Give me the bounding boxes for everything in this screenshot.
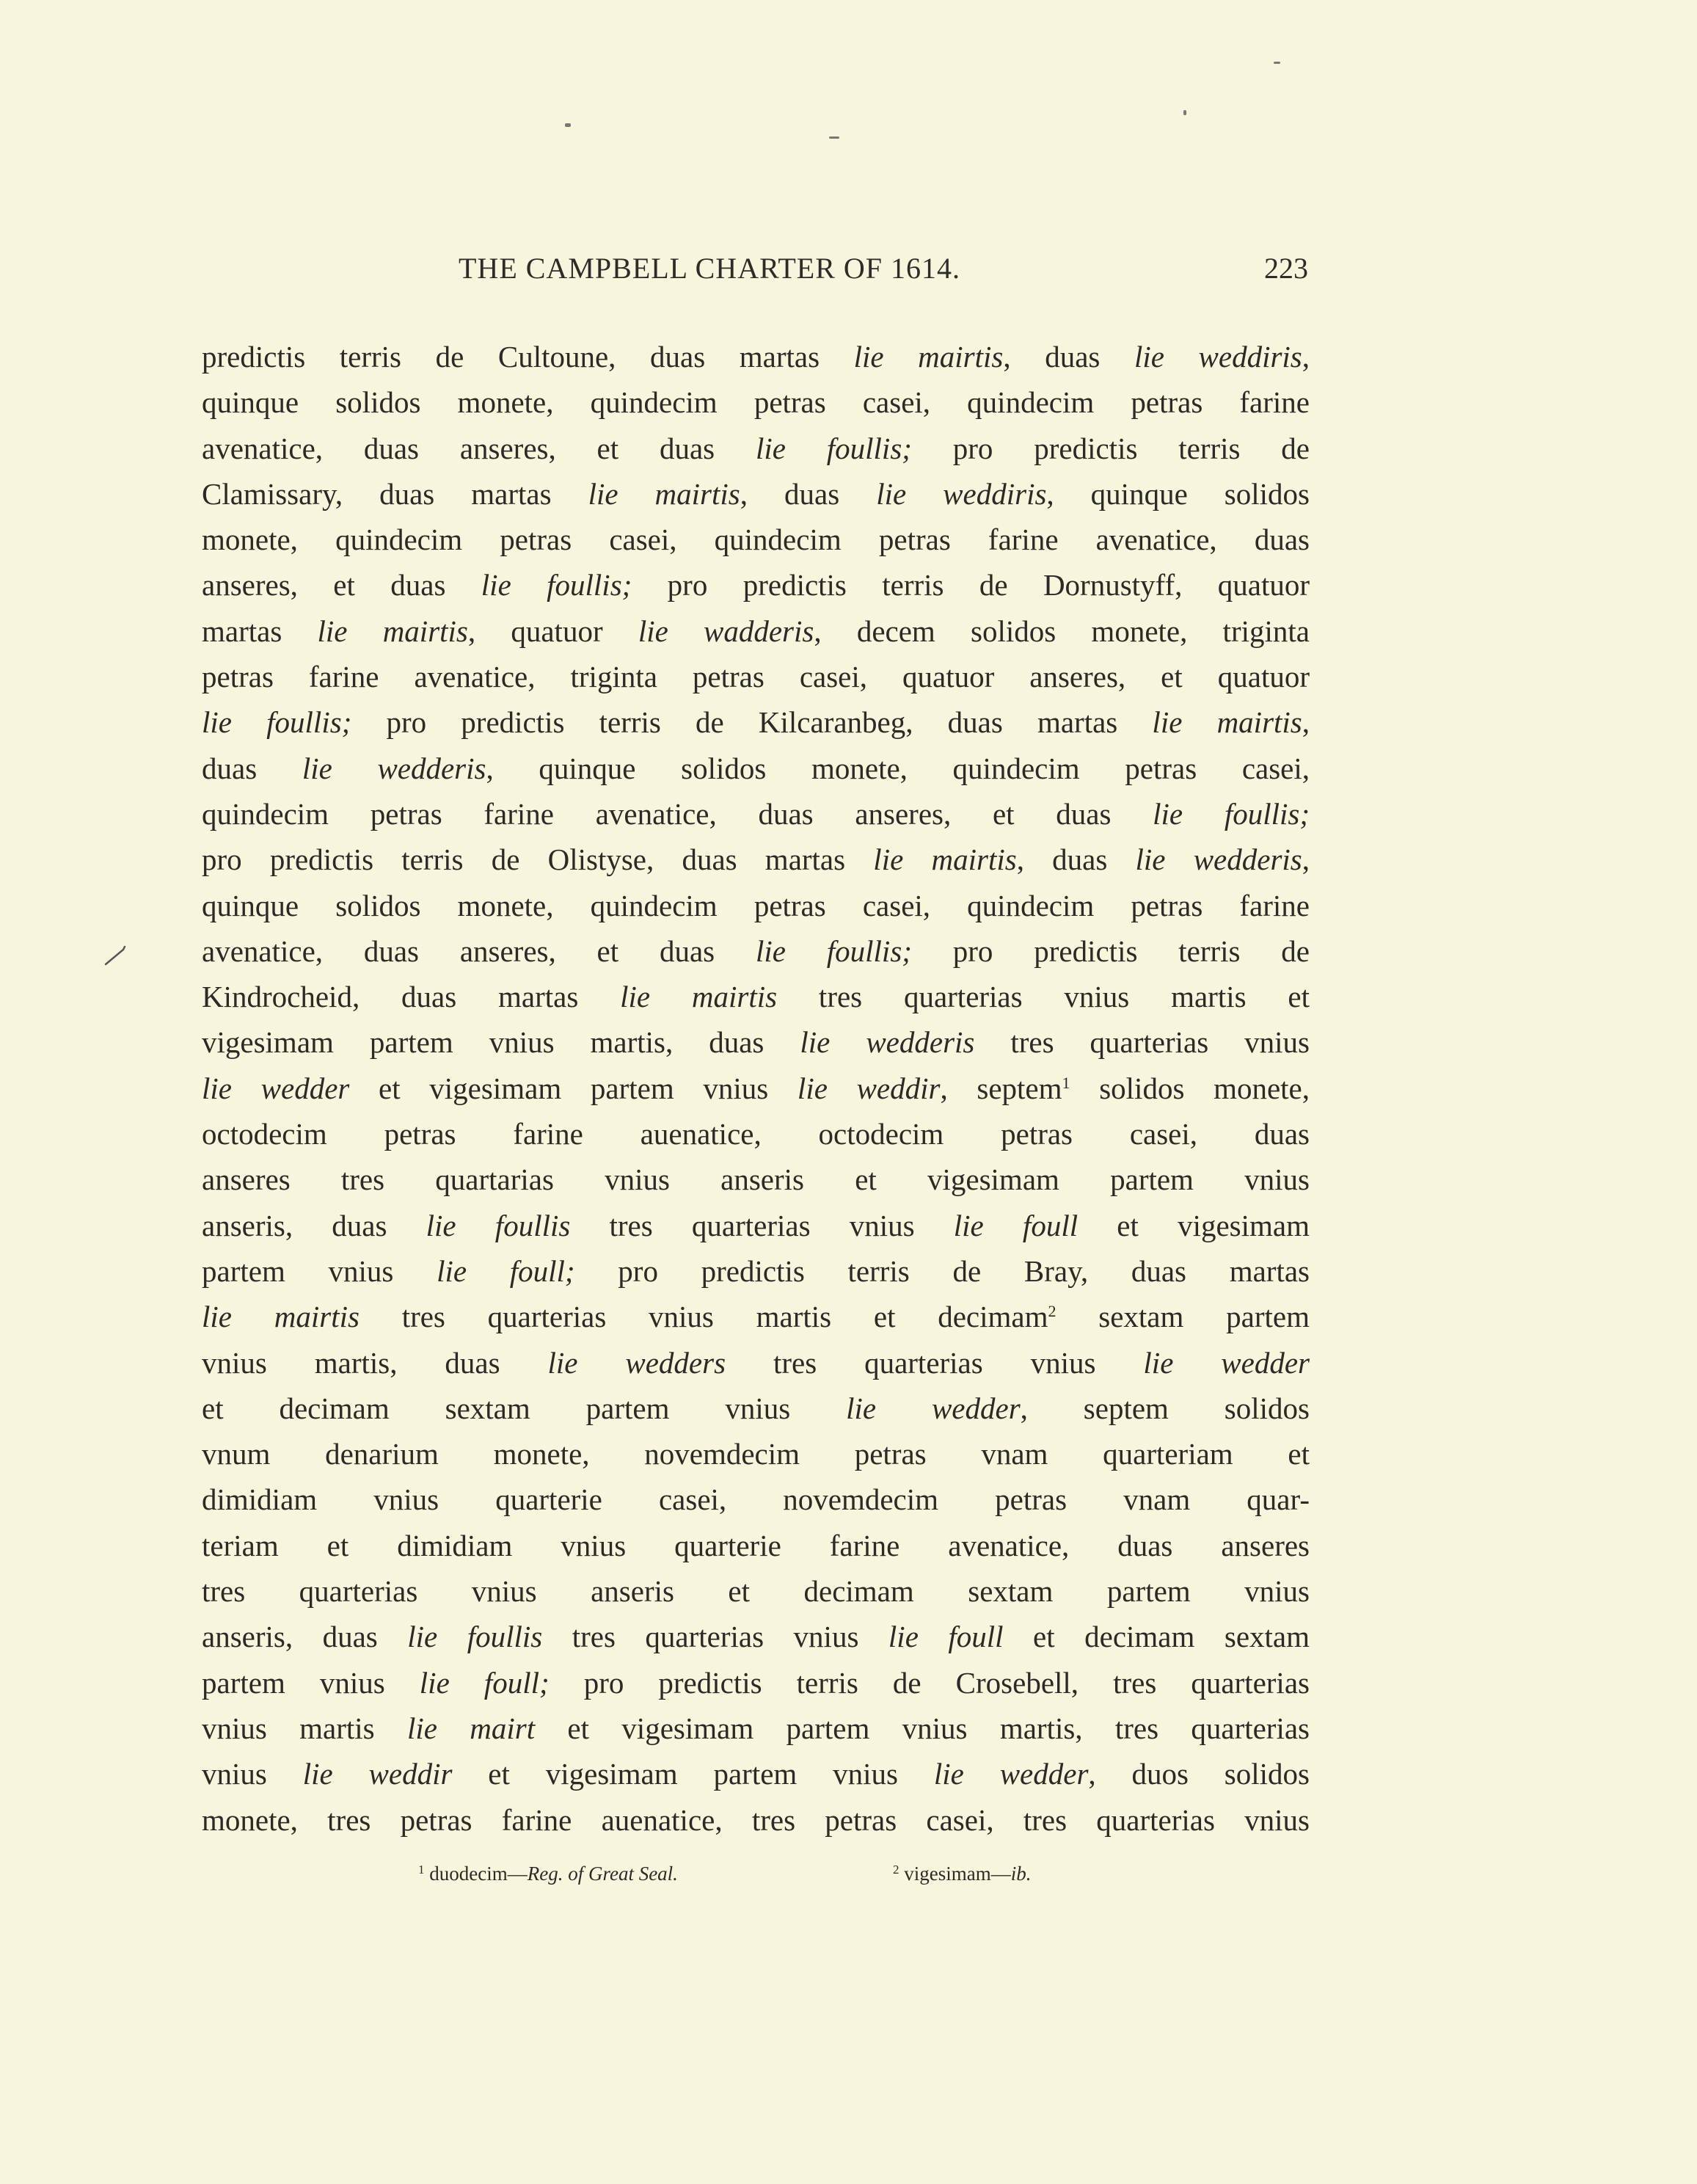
text-run: ,: [1302, 340, 1310, 374]
text-line: [202, 1203, 1310, 1248]
italic-term: lie foullis;: [481, 568, 632, 603]
text-run: pro predictis terris de Kilcaranbeg, duas martas: [351, 705, 1153, 740]
text-run: , quinque solidos: [1046, 476, 1310, 511]
text-line: [202, 426, 1310, 471]
text-run: tres quarterias vnius martis et: [777, 980, 1310, 1014]
text-run: tres quarterias vnius: [974, 1025, 1310, 1060]
text-line: [202, 791, 1310, 837]
text-line: [202, 1340, 1310, 1386]
text-line: [202, 562, 1310, 608]
text-run: tres quarterias vnius martis et decimam: [359, 1300, 1048, 1334]
paper-speck: [1183, 110, 1186, 115]
text-run: vigesimam partem vnius martis, duas: [202, 1025, 800, 1060]
text-run: duas: [202, 751, 302, 785]
text-run: anseres tres quartarias vnius anseris et vigesimam partem vnius: [202, 1162, 1310, 1197]
italic-term: lie mairtis: [588, 476, 740, 511]
text-line: [202, 1614, 1310, 1659]
footnote-mark: 2: [893, 1863, 899, 1877]
text-line: [202, 1660, 1310, 1706]
text-run: vnius martis: [202, 1711, 407, 1745]
body-text: [202, 334, 1310, 1843]
text-run: pro predictis terris de Dornustyff, quatuor: [632, 568, 1310, 603]
text-run: , decem solidos monete, triginta: [814, 614, 1310, 648]
text-run: , quatuor: [467, 614, 638, 648]
text-run: , duas: [1016, 842, 1136, 877]
text-line: [202, 608, 1310, 654]
italic-term: lie foullis;: [1153, 796, 1310, 831]
text-line: [202, 334, 1310, 379]
text-run: et decimam sextam partem vnius: [202, 1391, 847, 1425]
italic-term: lie weddir: [302, 1757, 453, 1791]
text-line: [202, 1157, 1310, 1202]
footnote-1: [418, 1863, 678, 1885]
text-line: [202, 654, 1310, 699]
italic-term: lie foull;: [419, 1665, 550, 1700]
text-run: predictis terris de Cultoune, duas martas: [202, 340, 854, 374]
text-line: [202, 1066, 1310, 1111]
text-run: anseres, et duas: [202, 568, 481, 603]
text-line: [202, 379, 1310, 425]
text-run: partem vnius: [202, 1253, 437, 1288]
text-run: tres quarterias vnius: [726, 1345, 1144, 1380]
text-run: tres quarterias vnius anseris et decimam sextam partem vnius: [202, 1574, 1310, 1609]
text-line: [202, 1797, 1310, 1843]
text-run: vnum denarium monete, novemdecim petras vnam quarteriam et: [202, 1437, 1310, 1471]
text-run: , duos solidos: [1088, 1757, 1310, 1791]
text-run: , quinque solidos monete, quindecim petras casei,: [486, 751, 1310, 785]
italic-term: lie mairtis: [317, 614, 468, 648]
text-line: [202, 517, 1310, 562]
text-line: [202, 1386, 1310, 1431]
italic-term: lie mairt: [406, 1711, 536, 1745]
text-line: [202, 928, 1310, 974]
footnote-reference: 1: [1062, 1073, 1070, 1092]
text-run: monete, quindecim petras casei, quindecim petras farine avenatice, duas: [202, 523, 1310, 557]
italic-term: lie wedder: [933, 1757, 1089, 1791]
footnote-source: Reg. of Great Seal.: [527, 1863, 678, 1885]
page-header: [202, 251, 1308, 295]
text-line: [202, 699, 1310, 745]
italic-term: lie wadderis: [638, 614, 814, 648]
italic-term: lie foull: [888, 1620, 1004, 1654]
running-title: THE CAMPBELL CHARTER OF 1614.: [459, 252, 961, 285]
text-line: [202, 471, 1310, 517]
italic-term: lie foullis: [407, 1620, 543, 1654]
text-run: tres quarterias vnius: [542, 1620, 888, 1654]
text-run: anseris, duas: [202, 1620, 408, 1654]
italic-term: lie mairtis: [873, 842, 1017, 877]
text-line: [202, 746, 1310, 791]
text-run: pro predictis terris de Olistyse, duas martas: [202, 842, 874, 877]
text-run: et vigesimam partem vnius martis, tres quarterias: [535, 1711, 1310, 1745]
text-line: [202, 1706, 1310, 1751]
italic-term: lie foull;: [437, 1253, 575, 1288]
text-line: [202, 1431, 1310, 1477]
italic-term: lie foull: [953, 1208, 1079, 1242]
text-run: vnius: [202, 1757, 303, 1791]
text-run: quinque solidos monete, quindecim petras casei, quindecim petras farine: [202, 385, 1310, 420]
footnote-text: vigesimam—: [899, 1863, 1011, 1885]
text-run: quinque solidos monete, quindecim petras casei, quindecim petras farine: [202, 888, 1310, 922]
italic-term: lie foullis: [426, 1208, 571, 1242]
italic-term: lie wedder: [202, 1071, 350, 1105]
text-run: , septem solidos: [1020, 1391, 1310, 1425]
text-run: et vigesimam partem vnius: [452, 1757, 934, 1791]
page-number: 223: [1264, 252, 1308, 285]
italic-term: lie weddir: [797, 1071, 941, 1105]
margin-pencil-mark: [103, 939, 139, 969]
italic-term: lie wedderis: [1135, 842, 1302, 877]
text-run: , duas: [740, 476, 877, 511]
paper-speck: [565, 123, 571, 127]
text-run: quindecim petras farine avenatice, duas anseres, et duas: [202, 796, 1153, 831]
text-run: vnius martis, duas: [202, 1345, 548, 1380]
italic-term: lie wedderis: [800, 1025, 975, 1060]
footnote-reference: 2: [1048, 1302, 1056, 1321]
text-line: [202, 1477, 1310, 1522]
text-run: Clamissary, duas martas: [202, 476, 588, 511]
text-run: ,: [1302, 705, 1310, 740]
text-line: [202, 1523, 1310, 1568]
paper-speck: [1274, 62, 1280, 64]
text-line: [202, 1111, 1310, 1157]
text-run: et decimam sextam: [1003, 1620, 1310, 1654]
text-run: martas: [202, 614, 318, 648]
text-run: avenatice, duas anseres, et duas: [202, 933, 756, 968]
text-run: pro predictis terris de: [911, 933, 1310, 968]
italic-term: lie wedders: [547, 1345, 726, 1380]
footnote-source: ib.: [1010, 1863, 1032, 1885]
italic-term: lie foullis;: [202, 705, 352, 740]
footnote-text: duodecim—: [424, 1863, 528, 1885]
italic-term: lie weddiris: [1134, 340, 1302, 374]
text-run: ,: [1302, 842, 1310, 877]
text-run: tres quarterias vnius: [570, 1208, 954, 1242]
footnote-2: [893, 1863, 1032, 1885]
text-run: pro predictis terris de: [911, 431, 1310, 465]
text-run: et vigesimam: [1078, 1208, 1310, 1242]
italic-term: lie mairtis: [1152, 705, 1302, 740]
italic-term: lie wedder: [846, 1391, 1021, 1425]
text-line: [202, 1751, 1310, 1797]
text-run: monete, tres petras farine auenatice, tres petras casei, tres quarterias vnius: [202, 1802, 1310, 1837]
text-run: , duas: [1003, 340, 1134, 374]
italic-term: lie wedderis: [302, 751, 486, 785]
text-run: teriam et dimidiam vnius quarterie farine avenatice, duas anseres: [202, 1528, 1310, 1562]
text-run: Kindrocheid, duas martas: [202, 980, 621, 1014]
text-run: pro predictis terris de Bray, duas martas: [574, 1253, 1310, 1288]
italic-term: lie mairtis: [853, 340, 1004, 374]
text-run: , septem: [940, 1071, 1062, 1105]
text-line: [202, 837, 1310, 882]
paper-speck: [829, 136, 839, 139]
footnote-mark: 1: [418, 1863, 425, 1877]
text-line: [202, 1568, 1310, 1614]
text-run: petras farine avenatice, triginta petras casei, quatuor anseres, et quatuor: [202, 660, 1310, 694]
text-run: et vigesimam partem vnius: [349, 1071, 798, 1105]
text-run: partem vnius: [202, 1665, 420, 1700]
text-run: avenatice, duas anseres, et duas: [202, 431, 756, 465]
italic-term: lie mairtis: [202, 1300, 360, 1334]
text-run: solidos monete,: [1070, 1071, 1310, 1105]
italic-term: lie foullis;: [755, 431, 912, 465]
text-run: octodecim petras farine auenatice, octodecim petras casei, duas: [202, 1117, 1310, 1151]
italic-term: lie mairtis: [620, 980, 778, 1014]
text-line: [202, 883, 1310, 928]
italic-term: lie weddiris: [876, 476, 1047, 511]
italic-term: lie wedder: [1143, 1345, 1310, 1380]
text-run: sextam partem: [1056, 1300, 1310, 1334]
text-run: dimidiam vnius quarterie casei, novemdecim petras vnam quar-: [202, 1482, 1310, 1517]
text-line: [202, 974, 1310, 1019]
footnotes: [0, 1863, 1697, 1892]
italic-term: lie foullis;: [755, 933, 912, 968]
text-run: anseris, duas: [202, 1208, 426, 1242]
text-line: [202, 1294, 1310, 1339]
text-run: pro predictis terris de Crosebell, tres quarterias: [549, 1665, 1310, 1700]
text-line: [202, 1019, 1310, 1065]
text-line: [202, 1248, 1310, 1294]
